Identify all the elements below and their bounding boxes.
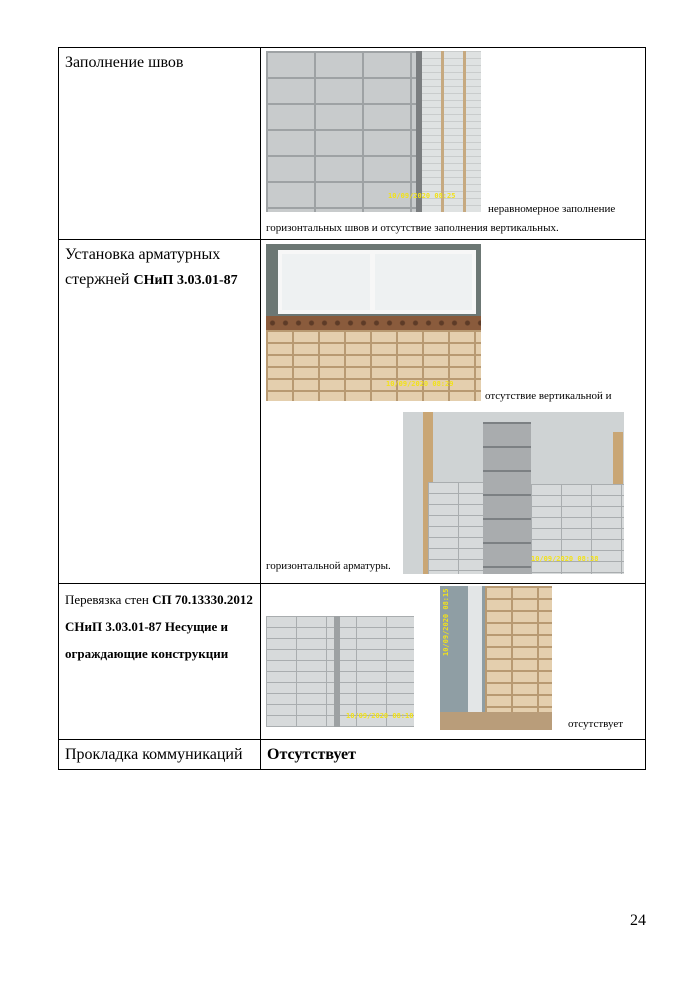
caption-line-1: неравномерное заполнение (488, 203, 616, 215)
table-row (59, 48, 646, 240)
photo-timestamp: 10/09/2020 08:29 (386, 380, 454, 388)
photo-timestamp: 10/09/2020 08:15 (442, 588, 450, 656)
photo-wall-bonding-window (440, 586, 552, 730)
caption-line-1: отсутствие вертикальной и (485, 390, 612, 402)
table-row (59, 240, 646, 584)
photo-timestamp: 10/09/2020 08:25 (388, 192, 456, 200)
row-label-cell (59, 240, 261, 584)
photo-wall-corner (403, 412, 624, 574)
row-label-norm: СП 70.13330.2012 СНиП 3.03.01-87 Несущие и ограждающие конструкции (65, 592, 253, 661)
row-label-text: Установка арматурных стержней (65, 246, 221, 288)
row-label (59, 584, 260, 669)
caption-line-2: горизонтальной арматуры. (266, 560, 391, 572)
row-label-text: Перевязка стен (65, 592, 153, 607)
row-label-cell (59, 740, 261, 770)
row-label-cell (59, 48, 261, 240)
row-value-text: Отсутствует (267, 746, 356, 763)
table-row (59, 740, 646, 770)
caption-line-2: горизонтальных швов и отсутствие заполнения вертикальных. (266, 222, 559, 234)
page-number: 24 (630, 912, 646, 929)
row-value (261, 740, 645, 769)
photo-window-sill (266, 244, 481, 401)
row-label (59, 240, 260, 295)
photo-wall-bonding-corner (266, 616, 414, 727)
row-content-cell (261, 48, 646, 240)
inspection-table (58, 47, 646, 770)
row-content-cell (261, 584, 646, 740)
row-label-norm: СНиП 3.03.01-87 (133, 273, 238, 288)
row-content-cell (261, 740, 646, 770)
photo-timestamp: 10/09/2020 08:10 (346, 712, 414, 720)
photo-wall-joints (266, 51, 481, 212)
row-content-cell (261, 240, 646, 584)
caption: отсутствует (568, 718, 624, 730)
row-label-cell (59, 584, 261, 740)
photo-timestamp: 10/09/2020 08:38 (531, 555, 599, 563)
table-row (59, 584, 646, 740)
row-label: Заполнение швов (65, 54, 184, 71)
row-label: Прокладка коммуникаций (65, 746, 243, 763)
